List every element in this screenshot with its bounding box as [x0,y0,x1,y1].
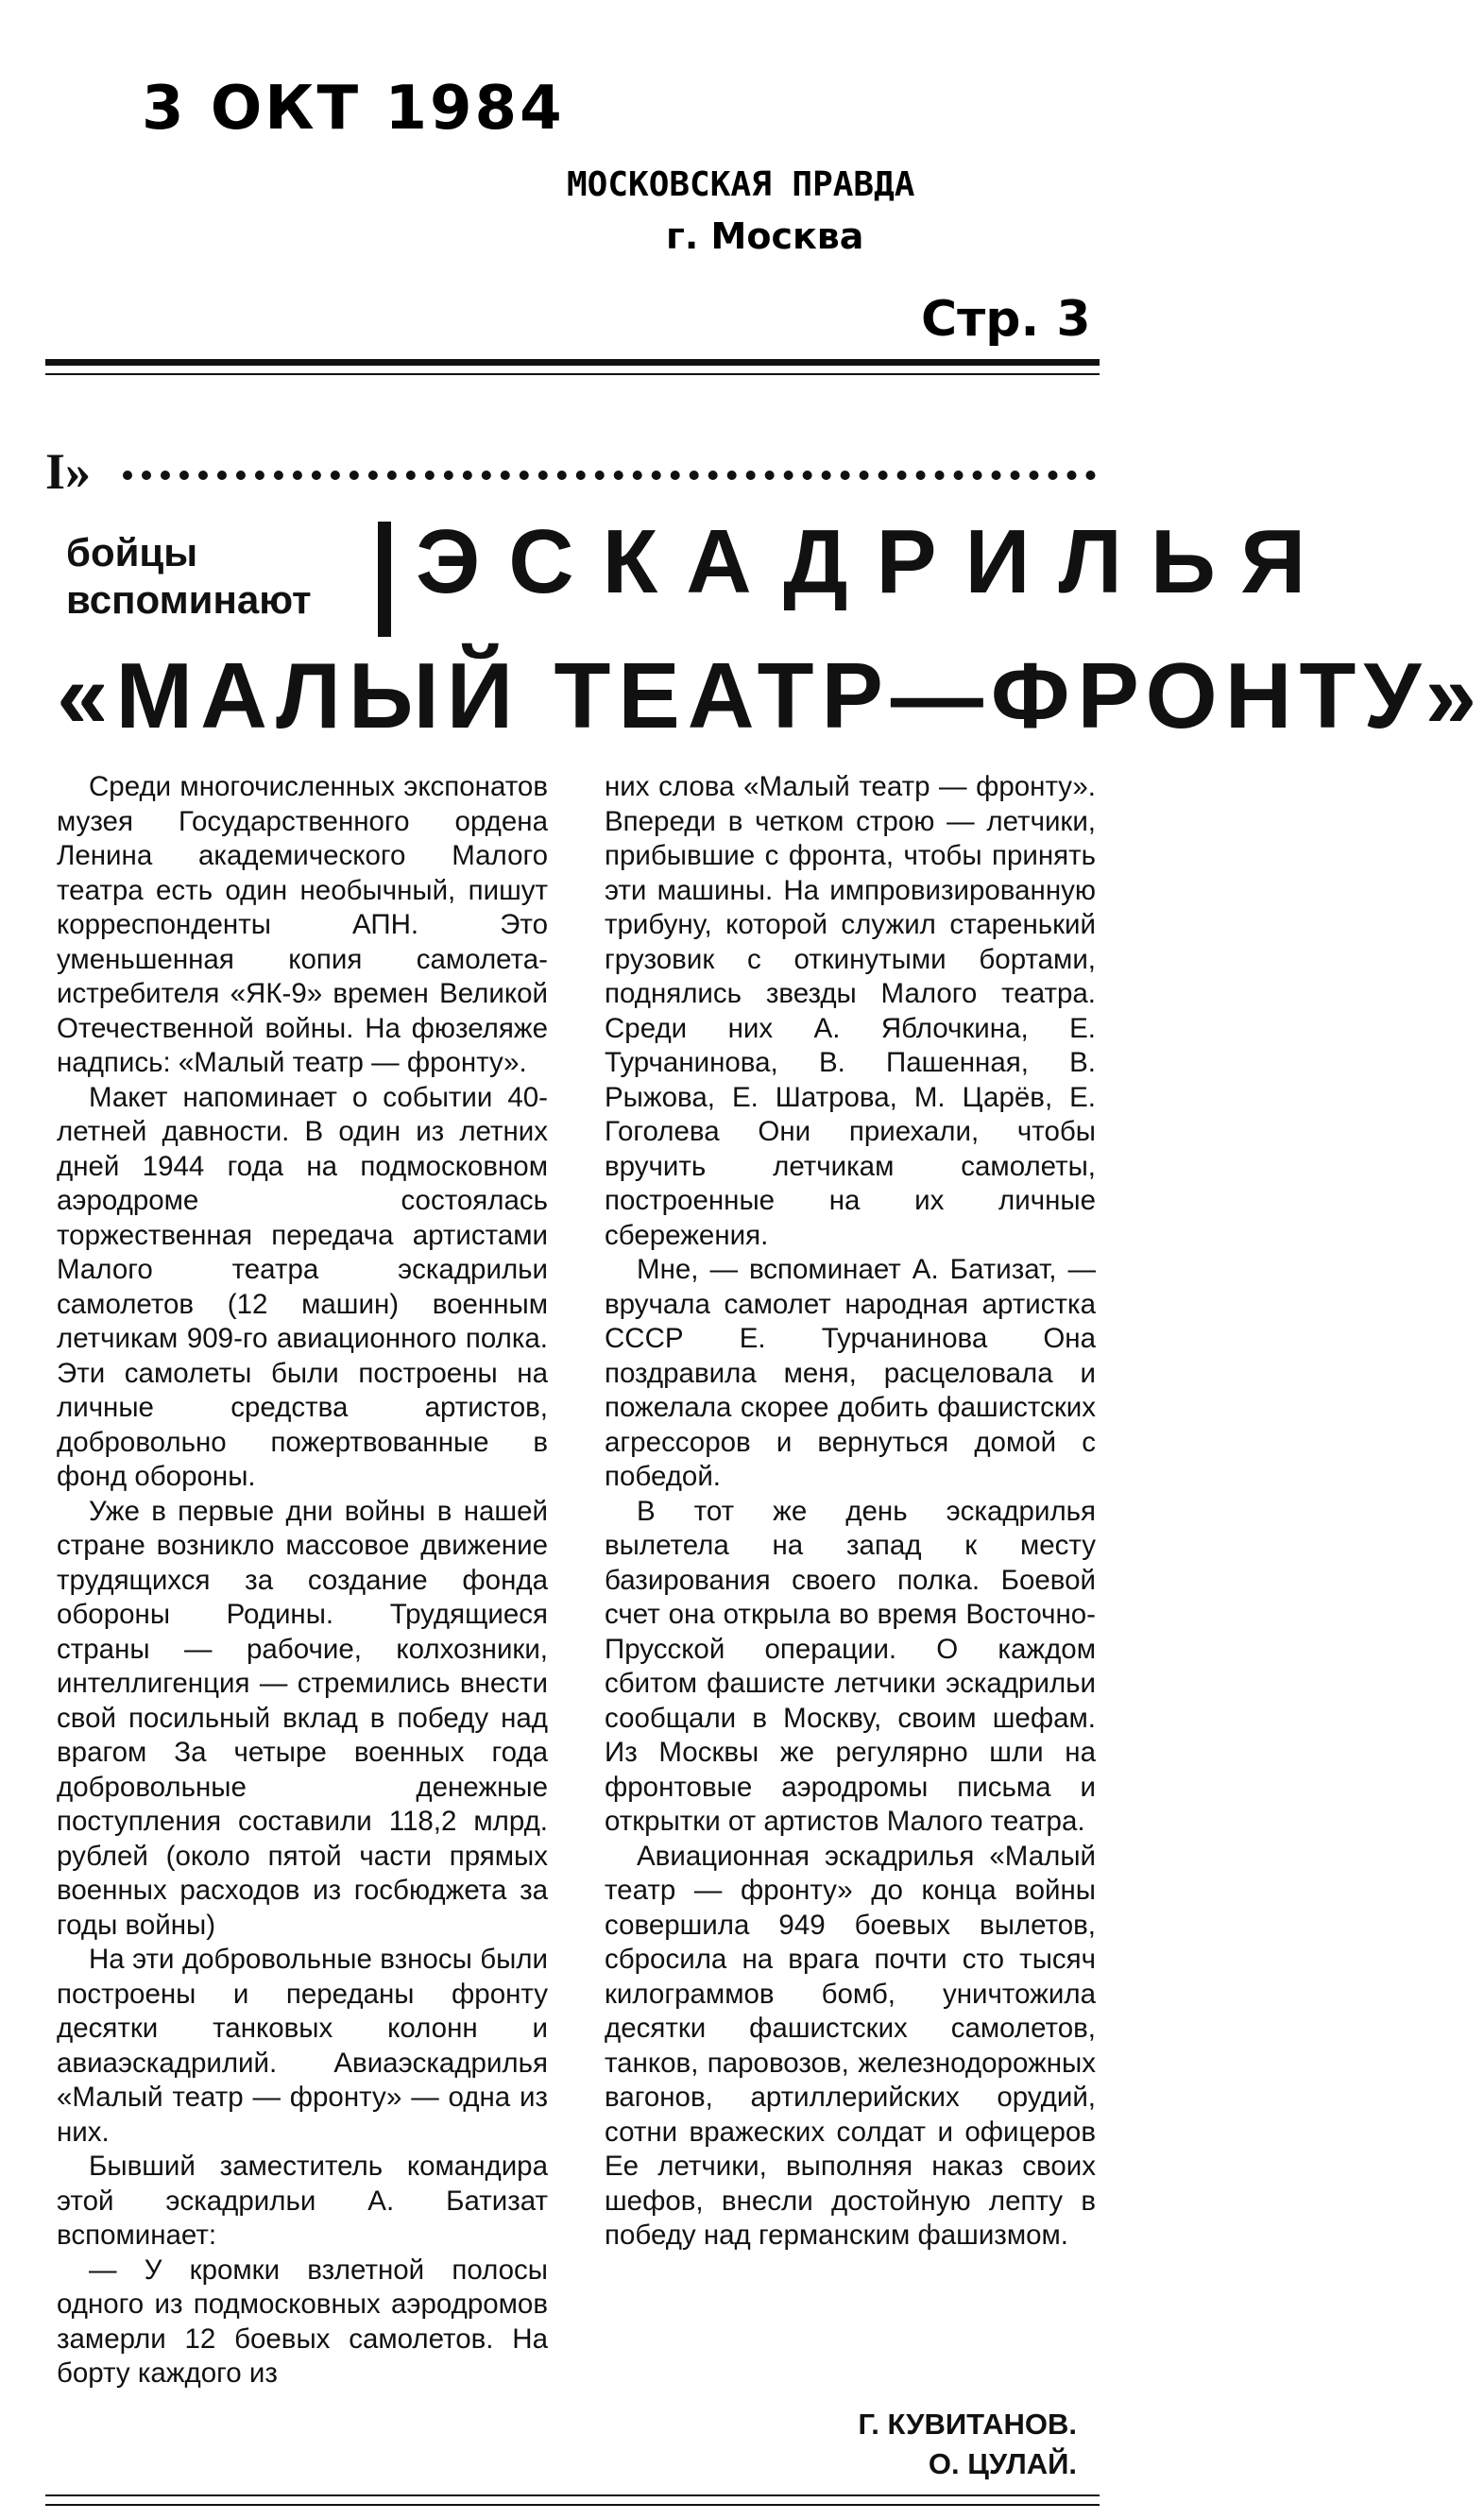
newspaper-name-stamp: МОСКОВСКАЯ ПРАВДА [567,165,915,204]
paragraph: Бывший заместитель командира этой эскадрильи А. Батизат вспоминает: [57,2151,548,2251]
headline-line-2: «МАЛЫЙ ТЕАТР—ФРОНТУ» [57,643,1484,747]
paragraph: В тот же день эскадрилья вылетела на запад к месту базирования своего полка. Боевой счет она открыла во время Восточно-Прусской операции. О каждом сбитом фашисте летчики эскадрильи сообщали в Москву, своим шефам. Из Москвы же регулярно шли на фронтовые аэродромы письма и открытки от артистов Малого театра. [605,1495,1096,1837]
paragraph: — У кромки взлетной полосы одного из подмосковных аэродромов замерли 12 боевых самолетов. На борту каждого из [57,2254,548,2389]
author-name: О. ЦУЛАЙ. [928,2447,1077,2480]
top-rule-thin [45,373,1100,375]
paragraph: Мне, — вспоминает А. Батизат, — вручала самолет народная артистка СССР Е. Турчанинова Она поздравила меня, расцеловала и пожелала скорее добить фашистских агрессоров и вернуться домой с победой. [605,1254,1096,1492]
headline-line-1: ЭСКАДРИЛЬЯ [416,511,1335,612]
article-column-right [605,770,1096,2254]
paragraph-continuation: них слова «Малый театр — фронту». Впереди в четком строю — летчики, прибывшие с фронта, чтобы принять эти машины. На импровизированную трибуну, которой служил старенький грузовик с откинутыми бортами, поднялись звезды Малого театра. Среди них А. Яблочкина, Е. Турчанинова, В. Пашенная, В. Рыжова, Е. Шатрова, М. Царёв, Е. Гоголева Они приехали, чтобы вручить летчикам самолеты, построенные на их личные сбережения. [605,771,1096,1251]
author-signature [812,2405,1077,2484]
paragraph: Уже в первые дни войны в нашей стране возникло массовое движение трудящихся за создание фонда обороны Родины. Трудящиеся страны — рабочие, колхозники, интеллигенция — стремились внести свой посильный вклад в победу над врагом За четыре военных года добровольные денежные поступления составили 118,2 млрд. рублей (около пятой части прямых военных расходов из госбюджета за годы войны) [57,1495,548,1941]
rubric [66,529,312,624]
bottom-rule-2 [45,2504,1100,2506]
article-column-left [57,770,548,2391]
section-mark: I» [45,443,92,500]
paragraph: Авиационная эскадрилья «Малый театр — фронту» до конца войны совершила 949 боевых вылетов, сбросила на врага почти сто тысяч килограммов бомб, уничтожила десятки фашистских самолетов, танков, паровозов, железнодорожных вагонов, артиллерийских орудий, сотни вражеских солдат и офицеров Ее летчики, выполняя наказ своих шефов, внесли достойную лепту в победу над германским фашизмом. [605,1840,1096,2251]
page-number-stamp: Стр. 3 [921,291,1091,348]
date-stamp: 3 ОКТ 1984 [142,74,565,144]
rubric-line-1: бойцы [66,530,198,574]
city-stamp: г. Москва [666,215,864,257]
rubric-line-2: вспоминают [66,577,312,622]
author-name: Г. КУВИТАНОВ. [858,2408,1077,2441]
top-rule [45,359,1100,366]
paragraph: Среди многочисленных экспонатов музея Государственного ордена Ленина академического Малого театра есть один необычный, пишут корреспонденты АПН. Это уменьшенная копия самолета-истребителя «ЯК-9» времен Великой Отечественной войны. На фюзеляже надпись: «Малый театр — фронту». [57,771,548,1078]
paragraph: Макет напоминает о событии 40-летней давности. В один из летних дней 1944 года на подмосковном аэродроме состоялась торжественная передача артистами Малого театра эскадрильи самолетов (12 машин) военным летчикам 909-го авиационного полка. Эти самолеты были построены на личные средства артистов, добровольно пожертвованные в фонд обороны. [57,1081,548,1492]
dotted-rule [123,471,1096,480]
rubric-divider [378,522,391,637]
paragraph: На эти добровольные взносы были построены и переданы фронту десятки танковых колонн и авиаэскадрилий. Авиаэскадрилья «Малый театр — фронту» — одна из них. [57,1944,548,2148]
bottom-rule [45,2494,1100,2496]
